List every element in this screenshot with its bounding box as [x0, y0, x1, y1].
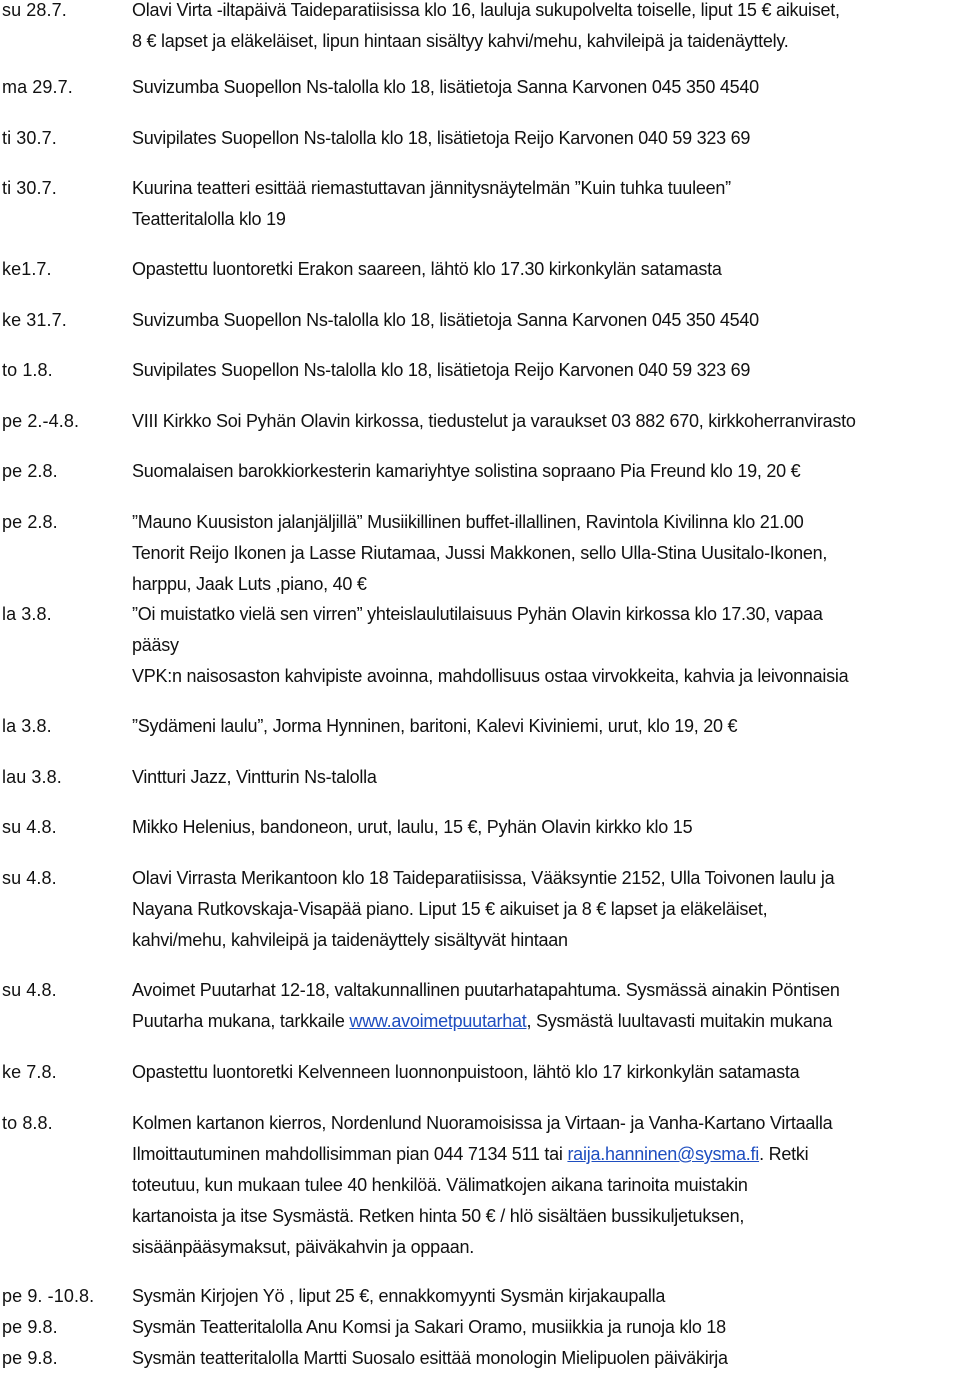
event-description-line: Suvizumba Suopellon Ns-talolla klo 18, lisätietoja Sanna Karvonen 045 350 4540: [132, 310, 759, 330]
event-description-line: Opastettu luontoretki Kelvenneen luonnonpuistoon, lähtö klo 17 kirkonkylän satamasta: [132, 1062, 800, 1082]
event-link[interactable]: raija.hanninen@sysma.fi: [567, 1144, 760, 1164]
event-date: ke1.7.: [2, 259, 52, 279]
event-date: pe 9.8.: [2, 1317, 58, 1337]
event-description-line: Teatteritalolla klo 19: [132, 209, 286, 229]
event-description: [132, 716, 960, 747]
event-description: [132, 360, 960, 391]
event-description-line: Suvizumba Suopellon Ns-talolla klo 18, lisätietoja Sanna Karvonen 045 350 4540: [132, 77, 759, 97]
event-description-line: VPK:n naisosaston kahvipiste avoinna, mahdollisuus ostaa virvokkeita, kahvia ja leivonnaisia: [132, 666, 849, 686]
event-description-line: Sysmän Kirjojen Yö , liput 25 €, ennakkomyynti Sysmän kirjakaupalla: [132, 1286, 666, 1306]
event-description-line: Suvipilates Suopellon Ns-talolla klo 18, lisätietoja Reijo Karvonen 040 59 323 69: [132, 128, 751, 148]
event-date: pe 2.-4.8.: [2, 411, 80, 431]
event-description: [132, 0, 960, 62]
event-description: [132, 980, 960, 1042]
event-description: [132, 1113, 960, 1268]
event-description-line: sisäänpääsymaksut, päiväkahvin ja oppaan.: [132, 1237, 474, 1257]
event-description: [132, 411, 960, 442]
event-description: [132, 817, 960, 848]
event-description-line: Suomalaisen barokkiorkesterin kamariyhtye solistina sopraano Pia Freund klo 19, 20 €: [132, 461, 801, 481]
event-description-line: Avoimet Puutarhat 12-18, valtakunnallinen puutarhatapahtuma. Sysmässä ainakin Pöntisen: [132, 980, 840, 1000]
event-date: lau 3.8.: [2, 767, 62, 787]
event-description-line: ”Mauno Kuusiston jalanjäljillä” Musiikillinen buffet-illallinen, Ravintola Kivilinna klo 21.00: [132, 512, 804, 532]
event-description-line: ”Oi muistatko vielä sen virren” yhteislaulutilaisuus Pyhän Olavin kirkossa klo 17.30, vapaa: [132, 604, 823, 624]
event-description-line: Olavi Virta -iltapäivä Taideparatiisissa klo 16, lauluja sukupolvelta toiselle, liput 15 € aikuiset,: [132, 0, 840, 20]
event-description: [132, 1062, 960, 1093]
event-description-line: ”Sydämeni laulu”, Jorma Hynninen, baritoni, Kalevi Kiviniemi, urut, klo 19, 20 €: [132, 716, 738, 736]
event-date: su 4.8.: [2, 868, 57, 888]
event-description-line: Sysmän teatteritalolla Martti Suosalo esittää monologin Mielipuolen päiväkirja: [132, 1348, 728, 1368]
event-description-line: Puutarha mukana, tarkkaile www.avoimetpuutarhat, Sysmästä luultavasti muitakin mukana: [132, 1011, 833, 1031]
event-description-line: pääsy: [132, 635, 179, 655]
event-date: pe 2.8.: [2, 461, 58, 481]
event-description: [132, 604, 960, 697]
event-date: su 4.8.: [2, 817, 57, 837]
event-description-line: Olavi Virrasta Merikantoon klo 18 Taideparatiisissa, Vääksyntie 2152, Ulla Toivonen laulu ja: [132, 868, 835, 888]
event-date: su 28.7.: [2, 0, 67, 20]
event-date: la 3.8.: [2, 604, 52, 624]
event-description: [132, 1317, 960, 1348]
event-description: [132, 868, 960, 961]
event-description-line: Sysmän Teatteritalolla Anu Komsi ja Sakari Oramo, musiikkia ja runoja klo 18: [132, 1317, 726, 1337]
event-description-line: Tenorit Reijo Ikonen ja Lasse Riutamaa, Jussi Makkonen, sello Ulla-Stina Uusitalo-Ikonen,: [132, 543, 828, 563]
event-description-line: toteutuu, kun mukaan tulee 40 henkilöä. Välimatkojen aikana tarinoita muistakin: [132, 1175, 748, 1195]
event-description: [132, 461, 960, 492]
event-date: pe 9.8.: [2, 1348, 58, 1368]
event-description-line: Kuurina teatteri esittää riemastuttavan jännitysnäytelmän ”Kuin tuhka tuuleen”: [132, 178, 731, 198]
event-description: [132, 1286, 960, 1317]
event-description: [132, 128, 960, 159]
event-description-line: Suvipilates Suopellon Ns-talolla klo 18, lisätietoja Reijo Karvonen 040 59 323 69: [132, 360, 751, 380]
event-description: [132, 178, 960, 240]
event-date: ti 30.7.: [2, 128, 57, 148]
event-date: pe 2.8.: [2, 512, 58, 532]
event-description: [132, 259, 960, 290]
event-date: ma 29.7.: [2, 77, 73, 97]
event-date: to 8.8.: [2, 1113, 53, 1133]
event-link[interactable]: www.avoimetpuutarhat: [349, 1011, 527, 1031]
event-description: [132, 310, 960, 341]
event-description: [132, 767, 960, 798]
event-date: ke 31.7.: [2, 310, 67, 330]
event-date: pe 9. -10.8.: [2, 1286, 95, 1306]
event-description-line: 8 € lapset ja eläkeläiset, lipun hintaan sisältyy kahvi/mehu, kahvileipä ja taidenäyttely.: [132, 31, 789, 51]
event-date: to 1.8.: [2, 360, 53, 380]
event-date: ti 30.7.: [2, 178, 57, 198]
event-description-line: Vintturi Jazz, Vintturin Ns-talolla: [132, 767, 377, 787]
event-description-line: kartanoista ja itse Sysmästä. Retken hinta 50 € / hlö sisältäen bussikuljetuksen,: [132, 1206, 745, 1226]
event-description-line: Opastettu luontoretki Erakon saareen, lähtö klo 17.30 kirkonkylän satamasta: [132, 259, 722, 279]
event-description: [132, 1348, 960, 1379]
event-description: [132, 77, 960, 108]
event-date: la 3.8.: [2, 716, 52, 736]
event-date: su 4.8.: [2, 980, 57, 1000]
event-description: [132, 512, 960, 605]
event-description-line: Kolmen kartanon kierros, Nordenlund Nuoramoisissa ja Virtaan- ja Vanha-Kartano Virtaalla: [132, 1113, 833, 1133]
event-description-line: Nayana Rutkovskaja-Visapää piano. Liput 15 € aikuiset ja 8 € lapset ja eläkeläiset,: [132, 899, 768, 919]
event-description-line: Mikko Helenius, bandoneon, urut, laulu, 15 €, Pyhän Olavin kirkko klo 15: [132, 817, 693, 837]
event-description-line: VIII Kirkko Soi Pyhän Olavin kirkossa, tiedustelut ja varaukset 03 882 670, kirkkoherranvirasto: [132, 411, 856, 431]
event-description-line: kahvi/mehu, kahvileipä ja taidenäyttely sisältyvät hintaan: [132, 930, 568, 950]
event-description-line: harppu, Jaak Luts ,piano, 40 €: [132, 574, 367, 594]
event-date: ke 7.8.: [2, 1062, 57, 1082]
event-description-line: Ilmoittautuminen mahdollisimman pian 044 7134 511 tai raija.hanninen@sysma.fi. Retki: [132, 1144, 809, 1164]
